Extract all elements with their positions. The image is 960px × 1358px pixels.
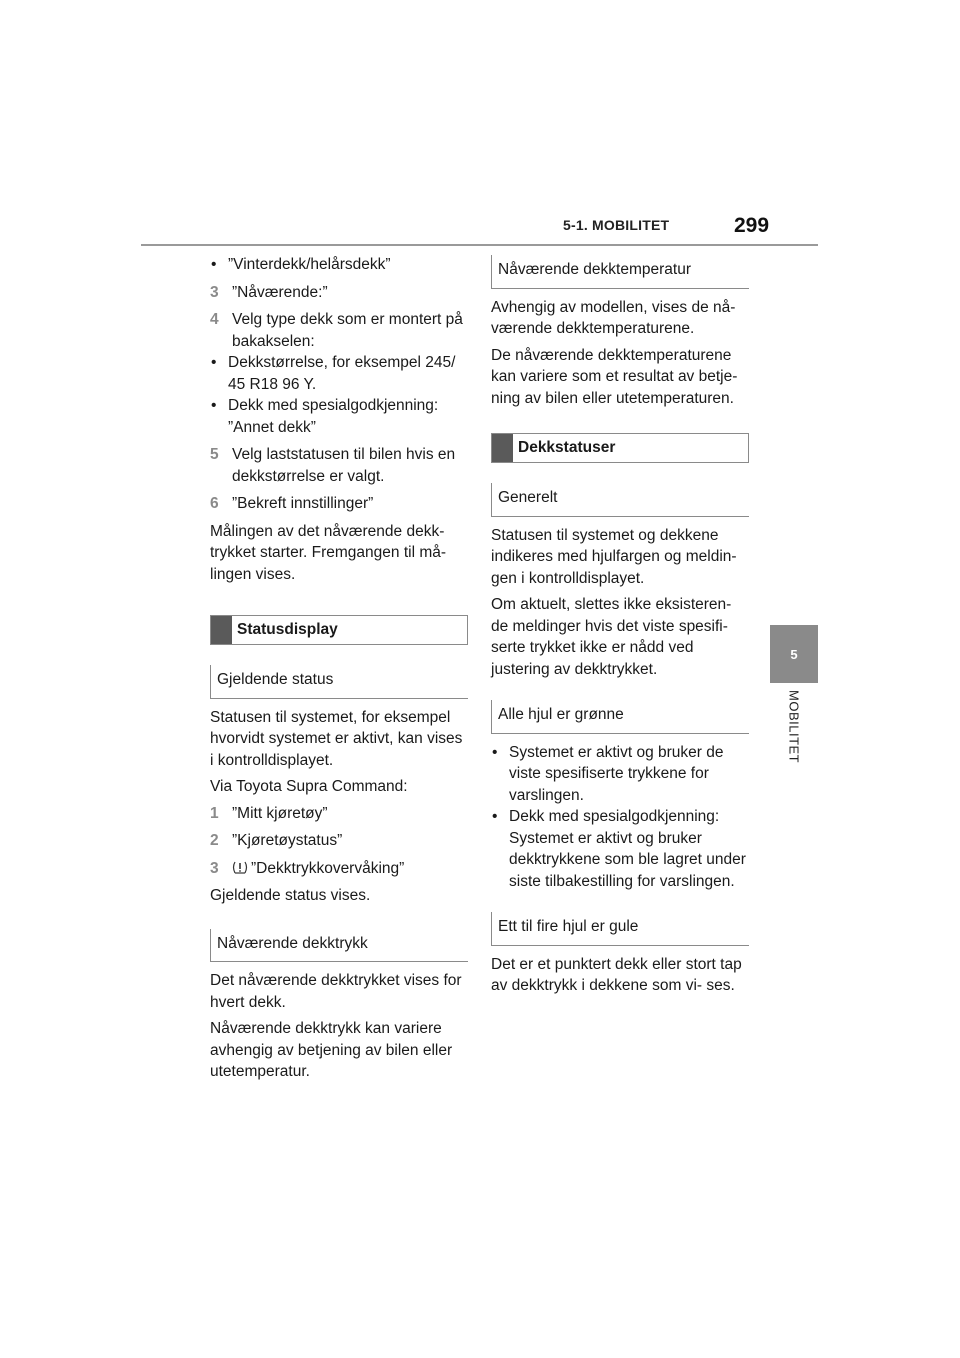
- step-text: ”Kjøretøystatus”: [232, 832, 343, 849]
- step-text: Velg type dekk som er montert på bakakselen:: [232, 311, 463, 350]
- step-number: 3: [210, 859, 219, 877]
- section-heading-dekkstatuser: [491, 433, 749, 463]
- section-title: 5-1. MOBILITET: [563, 217, 670, 233]
- header-divider: [141, 244, 818, 246]
- paragraph: Avhengig av modellen, vises de nå- værende dekktemperaturene.: [491, 298, 736, 337]
- step-number: 6: [210, 495, 219, 512]
- step-text: ”Nåværende:”: [232, 283, 328, 301]
- list-item: • Systemet er aktivt og bruker de viste spesifiserte trykkene for varslingen.: [491, 742, 749, 807]
- subheading-alle-hjul-gronne: Alle hjul er grønne: [491, 700, 749, 734]
- list-item: • Dekk med spesialgodkjenning: ”Annet dekk”: [210, 395, 468, 438]
- step-text: ”Bekreft innstillinger”: [232, 495, 374, 512]
- chapter-tab: [770, 625, 818, 683]
- list-item: • ”Vinterdekk/helårsdekk”: [210, 254, 468, 276]
- step-item: [210, 309, 468, 352]
- step-item: [210, 282, 468, 304]
- paragraph: Statusen til systemet, for eksempel hvorvidt systemet er aktivt, kan vises i kontrolldisplayet.: [210, 708, 463, 769]
- chapter-number: 5: [790, 646, 798, 662]
- section-heading-text: Statusdisplay: [237, 621, 338, 638]
- chapter-label-text: MOBILITET: [786, 690, 802, 764]
- paragraph: Det er et punktert dekk eller stort tap av dekktrykk i dekkene som vi- ses.: [491, 955, 742, 994]
- paragraph: Gjeldende status vises.: [210, 887, 371, 904]
- step-item: [210, 493, 468, 515]
- list-item: • Dekk med spesialgodkjenning: Systemet er aktivt og bruker dekktrykkene som ble lagret under siste tilbakestilling for varslingen.: [491, 806, 749, 892]
- step-number: 4: [210, 311, 219, 328]
- paragraph: Nåværende dekktrykk kan variere avhengig av betjening av bilen eller utetemperatur.: [210, 1020, 453, 1080]
- paragraph: Statusen til systemet og dekkene indikeres med hjulfargen og meldin- gen i kontrolldisplayet.: [491, 526, 737, 587]
- step-text: ”Mitt kjøretøy”: [232, 804, 328, 822]
- left-column: [210, 254, 468, 1088]
- paragraph: Målingen av det nåværende dekk- trykket starter. Fremgangen til må- lingen vises.: [210, 522, 447, 583]
- step-item: [210, 444, 468, 487]
- section-marker: [211, 616, 232, 644]
- paragraph: Om aktuelt, slettes ikke eksisteren- de meldinger hvis det viste spesifi- serte trykket ikke er nådd ved justering av dekktrykket.: [491, 596, 732, 678]
- step-number: 2: [210, 832, 219, 849]
- step-number: 3: [210, 283, 219, 301]
- step-item: [210, 830, 468, 852]
- step-item: [210, 858, 468, 880]
- section-heading-text: Dekkstatuser: [518, 439, 616, 456]
- subheading-generelt: Generelt: [491, 483, 749, 517]
- section-marker: [492, 434, 513, 462]
- section-heading-statusdisplay: [210, 615, 468, 645]
- paragraph: De nåværende dekktemperaturene kan variere som et resultat av betje- ning av bilen eller utetemperaturen.: [491, 346, 738, 407]
- list-item: • Dekkstørrelse, for eksempel 245/ 45 R18 96 Y.: [210, 352, 468, 395]
- chapter-side-label: [781, 690, 807, 780]
- step-text: Velg laststatusen til bilen hvis en dekkstørrelse er valgt.: [232, 446, 456, 485]
- paragraph: Via Toyota Supra Command:: [210, 778, 408, 795]
- subheading-navaerende-dekktrykk: Nåværende dekktrykk: [210, 929, 468, 963]
- paragraph: Det nåværende dekktrykket vises for hvert dekk.: [210, 972, 462, 1011]
- tire-warning-icon: [232, 860, 248, 875]
- subheading-navaerende-dekktemperatur: Nåværende dekktemperatur: [491, 255, 749, 289]
- step-item: [210, 803, 468, 825]
- subheading-ett-til-fire-hjul-gule: Ett til fire hjul er gule: [491, 912, 749, 946]
- right-column: [491, 255, 749, 1002]
- step-number: 5: [210, 446, 219, 463]
- page-number: 299: [734, 214, 770, 237]
- subheading-gjeldende-status: Gjeldende status: [210, 665, 468, 699]
- step-text: ”Dekktrykkovervåking”: [251, 859, 405, 877]
- step-number: 1: [210, 804, 219, 822]
